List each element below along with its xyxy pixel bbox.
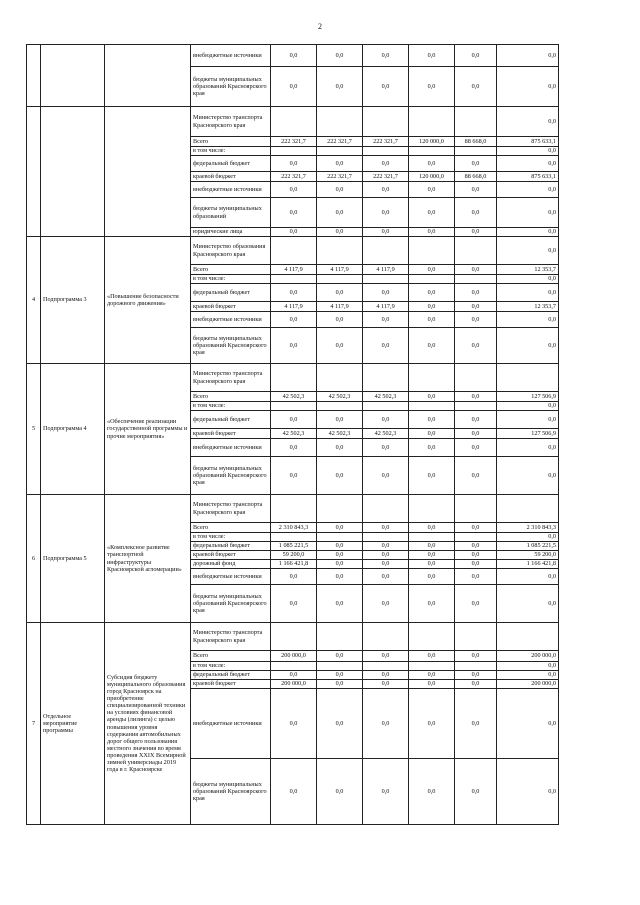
- total-value: 0,0: [497, 312, 559, 328]
- year-value: 0,0: [271, 228, 317, 237]
- year-value: 0,0: [317, 182, 363, 198]
- year-value: 222 321,7: [317, 137, 363, 147]
- year-value: 0,0: [317, 569, 363, 585]
- year-value: [363, 533, 409, 542]
- year-value: [409, 495, 455, 523]
- year-value: 0,0: [409, 542, 455, 551]
- funding-source: внебюджетные источники: [191, 569, 271, 585]
- funding-source: Всего: [191, 523, 271, 533]
- year-value: 0,0: [317, 328, 363, 364]
- year-value: 0,0: [409, 429, 455, 439]
- year-value: 0,0: [409, 156, 455, 172]
- total-value: 0,0: [497, 67, 559, 107]
- year-value: 59 200,0: [271, 551, 317, 560]
- funding-source: краевой бюджет: [191, 429, 271, 439]
- year-value: 0,0: [455, 312, 497, 328]
- funding-source: внебюджетные источники: [191, 689, 271, 759]
- funding-source: в том числе:: [191, 275, 271, 284]
- funding-source: юридические лица: [191, 228, 271, 237]
- year-value: 0,0: [271, 312, 317, 328]
- empty-cell: [105, 45, 191, 107]
- year-value: 0,0: [363, 689, 409, 759]
- year-value: 0,0: [455, 328, 497, 364]
- funding-table: [26, 44, 559, 825]
- total-value: 0,0: [497, 156, 559, 172]
- year-value: [271, 533, 317, 542]
- year-value: 0,0: [317, 411, 363, 429]
- total-value: 0,0: [497, 182, 559, 198]
- year-value: 0,0: [271, 439, 317, 457]
- year-value: 0,0: [317, 671, 363, 680]
- year-value: [317, 364, 363, 392]
- year-value: 0,0: [317, 651, 363, 662]
- funding-source: в том числе:: [191, 147, 271, 156]
- total-value: 0,0: [497, 411, 559, 429]
- funding-source: бюджеты муниципальных образований Красноярского края: [191, 67, 271, 107]
- year-value: 4 117,9: [317, 302, 363, 312]
- year-value: 0,0: [455, 560, 497, 569]
- program-status: Отдельное мероприятие программы: [41, 623, 105, 825]
- total-value: 0,0: [497, 402, 559, 411]
- year-value: 0,0: [317, 585, 363, 623]
- year-value: 0,0: [363, 523, 409, 533]
- funding-source: Министерство транспорта Красноярского края: [191, 495, 271, 523]
- funding-source: Министерство транспорта Красноярского края: [191, 623, 271, 651]
- year-value: 222 321,7: [271, 137, 317, 147]
- year-value: 0,0: [317, 680, 363, 689]
- year-value: 0,0: [455, 265, 497, 275]
- year-value: 42 502,3: [317, 392, 363, 402]
- year-value: 0,0: [317, 542, 363, 551]
- year-value: [363, 147, 409, 156]
- year-value: 0,0: [363, 439, 409, 457]
- year-value: [317, 107, 363, 137]
- year-value: 0,0: [317, 523, 363, 533]
- year-value: 0,0: [409, 265, 455, 275]
- funding-source: федеральный бюджет: [191, 542, 271, 551]
- total-value: 0,0: [497, 328, 559, 364]
- year-value: 42 502,3: [317, 429, 363, 439]
- year-value: 0,0: [271, 411, 317, 429]
- table-row: [27, 364, 559, 392]
- funding-source: в том числе:: [191, 533, 271, 542]
- year-value: 42 502,3: [271, 392, 317, 402]
- year-value: 4 117,9: [363, 265, 409, 275]
- year-value: 0,0: [409, 551, 455, 560]
- total-value: 0,0: [497, 689, 559, 759]
- year-value: 1 085 221,5: [271, 542, 317, 551]
- total-value: 0,0: [497, 198, 559, 228]
- year-value: 0,0: [363, 671, 409, 680]
- total-value: 0,0: [497, 284, 559, 302]
- year-value: 0,0: [409, 689, 455, 759]
- year-value: 0,0: [271, 182, 317, 198]
- row-number: 4: [27, 237, 41, 364]
- year-value: [363, 623, 409, 651]
- year-value: 88 668,0: [455, 137, 497, 147]
- year-value: 222 321,7: [363, 172, 409, 182]
- year-value: [317, 402, 363, 411]
- year-value: [363, 662, 409, 671]
- year-value: 0,0: [455, 45, 497, 67]
- year-value: 0,0: [363, 457, 409, 495]
- funding-source: краевой бюджет: [191, 302, 271, 312]
- year-value: 0,0: [409, 45, 455, 67]
- funding-source: Министерство транспорта Красноярского края: [191, 107, 271, 137]
- year-value: [409, 402, 455, 411]
- year-value: 0,0: [455, 156, 497, 172]
- year-value: 0,0: [317, 156, 363, 172]
- funding-source: федеральный бюджет: [191, 671, 271, 680]
- funding-source: в том числе:: [191, 402, 271, 411]
- funding-source: федеральный бюджет: [191, 156, 271, 172]
- year-value: 0,0: [455, 411, 497, 429]
- program-status: Подпрограмма 3: [41, 237, 105, 364]
- total-value: 0,0: [497, 585, 559, 623]
- funding-source: федеральный бюджет: [191, 284, 271, 302]
- year-value: 0,0: [409, 228, 455, 237]
- total-value: 0,0: [497, 569, 559, 585]
- row-number: 7: [27, 623, 41, 825]
- funding-source: бюджеты муниципальных образований Красноярского края: [191, 585, 271, 623]
- total-value: [497, 364, 559, 392]
- year-value: 0,0: [363, 759, 409, 825]
- total-value: 127 506,9: [497, 392, 559, 402]
- year-value: 0,0: [455, 689, 497, 759]
- year-value: 0,0: [363, 312, 409, 328]
- year-value: 0,0: [271, 67, 317, 107]
- year-value: 0,0: [317, 312, 363, 328]
- total-value: 0,0: [497, 275, 559, 284]
- year-value: 0,0: [409, 651, 455, 662]
- year-value: 0,0: [409, 439, 455, 457]
- year-value: [271, 275, 317, 284]
- year-value: 0,0: [271, 284, 317, 302]
- program-status: Подпрограмма 4: [41, 364, 105, 495]
- year-value: 0,0: [363, 680, 409, 689]
- year-value: 4 117,9: [271, 265, 317, 275]
- year-value: 0,0: [271, 45, 317, 67]
- year-value: 0,0: [455, 569, 497, 585]
- year-value: 0,0: [409, 560, 455, 569]
- year-value: 0,0: [455, 542, 497, 551]
- year-value: 0,0: [317, 284, 363, 302]
- funding-source: бюджеты муниципальных образований: [191, 198, 271, 228]
- year-value: 0,0: [363, 585, 409, 623]
- year-value: [409, 533, 455, 542]
- year-value: 0,0: [455, 457, 497, 495]
- year-value: [271, 364, 317, 392]
- year-value: [271, 107, 317, 137]
- year-value: [271, 237, 317, 265]
- year-value: 0,0: [409, 198, 455, 228]
- year-value: 0,0: [455, 284, 497, 302]
- year-value: 0,0: [455, 198, 497, 228]
- year-value: [455, 402, 497, 411]
- table-row: [27, 45, 559, 67]
- year-value: [317, 533, 363, 542]
- funding-source: внебюджетные источники: [191, 312, 271, 328]
- year-value: 0,0: [363, 67, 409, 107]
- year-value: 0,0: [409, 671, 455, 680]
- funding-source: внебюджетные источники: [191, 182, 271, 198]
- funding-source: краевой бюджет: [191, 551, 271, 560]
- year-value: 200 000,0: [271, 651, 317, 662]
- year-value: [409, 662, 455, 671]
- funding-source: Всего: [191, 392, 271, 402]
- total-value: 875 633,1: [497, 172, 559, 182]
- year-value: [409, 623, 455, 651]
- total-value: 0,0: [497, 671, 559, 680]
- funding-source: федеральный бюджет: [191, 411, 271, 429]
- year-value: 0,0: [455, 67, 497, 107]
- year-value: 0,0: [317, 551, 363, 560]
- year-value: [409, 275, 455, 284]
- year-value: [271, 495, 317, 523]
- funding-source: краевой бюджет: [191, 172, 271, 182]
- year-value: 0,0: [455, 523, 497, 533]
- year-value: 0,0: [317, 45, 363, 67]
- year-value: 0,0: [363, 156, 409, 172]
- year-value: [455, 364, 497, 392]
- total-value: 0,0: [497, 228, 559, 237]
- year-value: [317, 495, 363, 523]
- year-value: 1 166 421,8: [271, 560, 317, 569]
- year-value: 0,0: [271, 689, 317, 759]
- year-value: [455, 107, 497, 137]
- total-value: 12 353,7: [497, 265, 559, 275]
- year-value: 0,0: [363, 542, 409, 551]
- funding-source: Всего: [191, 265, 271, 275]
- funding-source: Министерство транспорта Красноярского края: [191, 364, 271, 392]
- year-value: 0,0: [409, 392, 455, 402]
- funding-source: бюджеты муниципальных образований Красноярского края: [191, 759, 271, 825]
- total-value: 0,0: [497, 237, 559, 265]
- year-value: 0,0: [363, 551, 409, 560]
- year-value: 0,0: [455, 759, 497, 825]
- year-value: [363, 237, 409, 265]
- row-number: 5: [27, 364, 41, 495]
- year-value: 0,0: [271, 569, 317, 585]
- year-value: [409, 147, 455, 156]
- year-value: 0,0: [409, 67, 455, 107]
- year-value: 0,0: [363, 198, 409, 228]
- year-value: 0,0: [455, 585, 497, 623]
- total-value: 127 506,9: [497, 429, 559, 439]
- year-value: [455, 533, 497, 542]
- year-value: 0,0: [455, 182, 497, 198]
- program-name: «Комплексное развитие транспортной инфраструктуры Красноярской агломерации»: [105, 495, 191, 623]
- year-value: [455, 662, 497, 671]
- year-value: 0,0: [317, 198, 363, 228]
- total-value: 0,0: [497, 439, 559, 457]
- funding-source: бюджеты муниципальных образований Красноярского края: [191, 457, 271, 495]
- year-value: 0,0: [363, 228, 409, 237]
- year-value: 0,0: [455, 429, 497, 439]
- year-value: [363, 364, 409, 392]
- year-value: 42 502,3: [363, 429, 409, 439]
- funding-source: в том числе:: [191, 662, 271, 671]
- year-value: 0,0: [317, 228, 363, 237]
- total-value: 0,0: [497, 533, 559, 542]
- page-number: 2: [318, 22, 322, 31]
- total-value: 0,0: [497, 147, 559, 156]
- program-name: «Обеспечение реализации государственной программы и прочие мероприятия»: [105, 364, 191, 495]
- year-value: [271, 662, 317, 671]
- year-value: 0,0: [363, 411, 409, 429]
- year-value: 0,0: [409, 302, 455, 312]
- table-row: [27, 107, 559, 137]
- year-value: 0,0: [455, 228, 497, 237]
- year-value: 0,0: [409, 328, 455, 364]
- year-value: [317, 275, 363, 284]
- total-value: 875 633,1: [497, 137, 559, 147]
- table-row: [27, 623, 559, 651]
- year-value: 0,0: [271, 671, 317, 680]
- total-value: 0,0: [497, 45, 559, 67]
- year-value: 0,0: [271, 759, 317, 825]
- year-value: 0,0: [363, 560, 409, 569]
- year-value: 222 321,7: [317, 172, 363, 182]
- year-value: 4 117,9: [271, 302, 317, 312]
- year-value: 0,0: [455, 651, 497, 662]
- year-value: 0,0: [455, 302, 497, 312]
- year-value: 200 000,0: [271, 680, 317, 689]
- year-value: 4 117,9: [317, 265, 363, 275]
- year-value: [409, 364, 455, 392]
- year-value: [455, 237, 497, 265]
- year-value: [271, 402, 317, 411]
- funding-source: Министерство образования Красноярского края: [191, 237, 271, 265]
- year-value: 0,0: [363, 651, 409, 662]
- year-value: 0,0: [409, 284, 455, 302]
- year-value: 4 117,9: [363, 302, 409, 312]
- year-value: 0,0: [271, 156, 317, 172]
- year-value: 0,0: [455, 392, 497, 402]
- year-value: 0,0: [271, 585, 317, 623]
- funding-source: Всего: [191, 137, 271, 147]
- year-value: [317, 147, 363, 156]
- year-value: 0,0: [455, 680, 497, 689]
- total-value: 12 353,7: [497, 302, 559, 312]
- total-value: 200 000,0: [497, 651, 559, 662]
- total-value: [497, 495, 559, 523]
- year-value: [409, 237, 455, 265]
- year-value: 0,0: [409, 457, 455, 495]
- year-value: 0,0: [409, 585, 455, 623]
- program-status: Подпрограмма 5: [41, 495, 105, 623]
- year-value: 222 321,7: [271, 172, 317, 182]
- program-name: «Повышение безопасности дорожного движения»: [105, 237, 191, 364]
- year-value: 0,0: [409, 411, 455, 429]
- year-value: 0,0: [455, 439, 497, 457]
- year-value: [271, 147, 317, 156]
- year-value: 0,0: [271, 328, 317, 364]
- total-value: 59 200,0: [497, 551, 559, 560]
- funding-source: Всего: [191, 651, 271, 662]
- year-value: [363, 495, 409, 523]
- year-value: 0,0: [317, 457, 363, 495]
- year-value: 0,0: [317, 560, 363, 569]
- total-value: [497, 623, 559, 651]
- funding-source: внебюджетные источники: [191, 439, 271, 457]
- year-value: [317, 662, 363, 671]
- year-value: 42 502,3: [271, 429, 317, 439]
- empty-cell: [105, 107, 191, 237]
- year-value: 0,0: [317, 689, 363, 759]
- empty-cell: [41, 45, 105, 107]
- year-value: 0,0: [317, 67, 363, 107]
- funding-source: бюджеты муниципальных образований Красноярского края: [191, 328, 271, 364]
- year-value: [455, 495, 497, 523]
- year-value: [409, 107, 455, 137]
- year-value: 0,0: [409, 569, 455, 585]
- total-value: 2 310 843,3: [497, 523, 559, 533]
- total-value: 1 085 221,5: [497, 542, 559, 551]
- year-value: 0,0: [455, 551, 497, 560]
- year-value: [455, 147, 497, 156]
- year-value: 222 321,7: [363, 137, 409, 147]
- year-value: 120 000,0: [409, 137, 455, 147]
- total-value: 0,0: [497, 107, 559, 137]
- year-value: 0,0: [317, 759, 363, 825]
- total-value: 0,0: [497, 662, 559, 671]
- year-value: [271, 623, 317, 651]
- year-value: 0,0: [409, 312, 455, 328]
- year-value: [363, 402, 409, 411]
- year-value: 0,0: [363, 569, 409, 585]
- year-value: [317, 623, 363, 651]
- year-value: 0,0: [363, 182, 409, 198]
- year-value: 0,0: [363, 328, 409, 364]
- funding-source: дорожный фонд: [191, 560, 271, 569]
- funding-source: краевой бюджет: [191, 680, 271, 689]
- year-value: [317, 237, 363, 265]
- table-row: [27, 495, 559, 523]
- year-value: 0,0: [409, 182, 455, 198]
- year-value: 0,0: [317, 439, 363, 457]
- total-value: 1 166 421,8: [497, 560, 559, 569]
- year-value: [363, 107, 409, 137]
- year-value: 0,0: [363, 45, 409, 67]
- year-value: [455, 275, 497, 284]
- empty-cell: [41, 107, 105, 237]
- empty-cell: [27, 45, 41, 107]
- year-value: [363, 275, 409, 284]
- year-value: 0,0: [409, 523, 455, 533]
- year-value: 2 310 843,3: [271, 523, 317, 533]
- year-value: 0,0: [363, 284, 409, 302]
- total-value: 0,0: [497, 759, 559, 825]
- empty-cell: [27, 107, 41, 237]
- year-value: 0,0: [271, 457, 317, 495]
- year-value: 120 000,0: [409, 172, 455, 182]
- row-number: 6: [27, 495, 41, 623]
- program-name: Субсидия бюджету муниципального образования город Красноярск на приобретение специализированной техники на условиях финансовой аренды (лизинга) с целью повышения уровня содержания автомобильных дорог общего пользования местного значения во время проведения XXIX Всемирной зимней универсиады 2019 года в г. Красноярске: [105, 623, 191, 825]
- year-value: 0,0: [455, 671, 497, 680]
- year-value: 0,0: [409, 759, 455, 825]
- year-value: 42 502,3: [363, 392, 409, 402]
- total-value: 0,0: [497, 457, 559, 495]
- total-value: 200 000,0: [497, 680, 559, 689]
- year-value: [455, 623, 497, 651]
- year-value: 0,0: [409, 680, 455, 689]
- year-value: 88 668,0: [455, 172, 497, 182]
- funding-source: внебюджетные источники: [191, 45, 271, 67]
- year-value: 0,0: [271, 198, 317, 228]
- table-row: [27, 237, 559, 265]
